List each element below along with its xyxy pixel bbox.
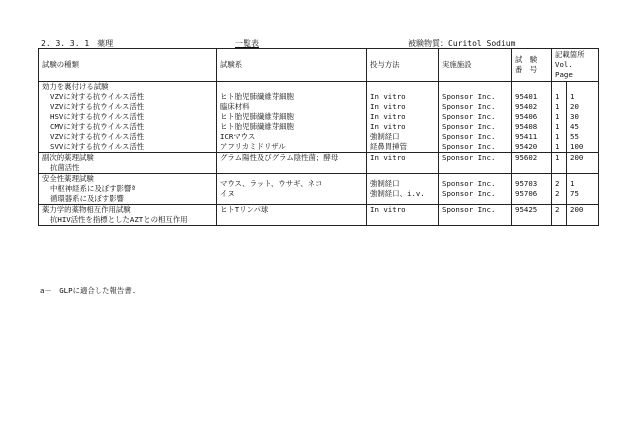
row-vol: 2 [555, 189, 560, 198]
row-vol: 1 [552, 153, 567, 174]
footnote: a－ GLPに適合した報告書. [40, 286, 137, 295]
cell-vol [552, 82, 567, 153]
col-facility: 実施施設 [439, 49, 512, 82]
table-title: 一覧表 [235, 39, 259, 48]
group-title: 副次的薬理試験 [42, 153, 94, 162]
header-row [39, 49, 599, 82]
row-system: ヒトTリンパ球 [217, 205, 367, 226]
row-method: 経鼻胃挿管 [370, 142, 407, 151]
row-facility: Sponsor Inc. [442, 142, 496, 151]
cell-vol [552, 174, 567, 205]
row-type: 抗菌活性 [50, 163, 80, 172]
row-facility: Sponsor Inc. [439, 205, 512, 226]
row-type: 中枢神経系に及ぼす影響ª [50, 184, 136, 193]
cell-method [367, 174, 439, 205]
row-method: In vitro [370, 92, 406, 101]
row-study-no: 95401 [515, 92, 538, 101]
col-type: 試験の種類 [39, 49, 217, 82]
summary-table [38, 48, 599, 226]
cell-type [39, 153, 217, 174]
row-type: HSVに対する抗ウイルス活性 [50, 112, 145, 121]
cell-facility [439, 174, 512, 205]
row-type: 循環器系に及ぼす影響 [50, 194, 124, 203]
row-facility: Sponsor Inc. [442, 132, 496, 141]
row-study-no: 95408 [515, 122, 538, 131]
row-system: ヒト胎児肺繊維芽細胞 [220, 112, 294, 121]
row-method: 強制経口、i.v. [370, 189, 425, 198]
cell-system [217, 82, 367, 153]
row-vol: 1 [555, 122, 560, 131]
row-study-no: 95425 [512, 205, 552, 226]
row-facility: Sponsor Inc. [442, 112, 496, 121]
row-type: VZVに対する抗ウイルス活性 [50, 92, 145, 101]
cell-study-no [512, 82, 552, 153]
row-method: 強制経口 [370, 132, 400, 141]
row-page: 1 [570, 92, 575, 101]
cell-facility [439, 82, 512, 153]
row-page: 75 [570, 189, 579, 198]
row-type: CMVに対する抗ウイルス活性 [50, 122, 145, 131]
row-method: In vitro [370, 122, 406, 131]
row-facility: Sponsor Inc. [442, 189, 496, 198]
row-vol: 2 [552, 205, 567, 226]
col-study-no-label: 試 験 番 号 [515, 55, 538, 74]
row-facility: Sponsor Inc. [442, 179, 496, 188]
group-row-efficacy [39, 82, 599, 153]
col-vol-label: Vol. [555, 60, 573, 69]
cell-page [567, 82, 599, 153]
row-vol: 1 [555, 102, 560, 111]
row-study-no: 95706 [515, 189, 538, 198]
row-system: ヒト胎児肺繊維芽細胞 [220, 122, 294, 131]
row-study-no: 95420 [515, 142, 538, 151]
test-substance: 被験物質：Curitol Sodium [408, 39, 516, 48]
row-method: In vitro [367, 153, 439, 174]
row-page: 100 [570, 142, 584, 151]
cell-study-no [512, 174, 552, 205]
row-page: 200 [567, 153, 599, 174]
row-method: In vitro [367, 205, 439, 226]
row-page: 55 [570, 132, 579, 141]
row-study-no: 95402 [515, 102, 538, 111]
row-vol: 1 [555, 132, 560, 141]
row-facility: Sponsor Inc. [442, 122, 496, 131]
cell-type [39, 205, 217, 226]
row-facility: Sponsor Inc. [442, 102, 496, 111]
group-row-interaction [39, 205, 599, 226]
row-vol: 2 [555, 179, 560, 188]
row-vol: 1 [555, 142, 560, 151]
cell-type [39, 82, 217, 153]
section-heading: 2. 3. 3. 1 薬理 [41, 39, 114, 48]
row-system: グラム陽性及びグラム陰性菌；酵母 [217, 153, 367, 174]
row-page: 200 [567, 205, 599, 226]
row-facility: Sponsor Inc. [442, 92, 496, 101]
group-title: 効力を裏付ける試験 [42, 82, 109, 91]
row-page: 45 [570, 122, 579, 131]
cell-method [367, 82, 439, 153]
row-study-no: 95602 [512, 153, 552, 174]
row-page: 20 [570, 102, 579, 111]
row-study-no: 95411 [515, 132, 538, 141]
group-title: 薬力学的薬物相互作用試験 [42, 205, 131, 214]
col-page-label: Page [555, 70, 573, 79]
row-page: 1 [570, 179, 575, 188]
col-method: 投与方法 [367, 49, 439, 82]
col-location [552, 49, 599, 82]
row-method: In vitro [370, 102, 406, 111]
cell-type [39, 174, 217, 205]
row-study-no: 95703 [515, 179, 538, 188]
row-method: 強制経口 [370, 179, 400, 188]
col-location-label: 記載箇所 [555, 50, 585, 59]
row-type: VZVに対する抗ウイルス活性 [50, 102, 145, 111]
col-study-no [512, 49, 552, 82]
row-system: アフリカミドリザル [220, 142, 286, 151]
group-title: 安全性薬理試験 [42, 174, 94, 183]
row-type: 抗HIV活性を指標としたAZTとの相互作用 [50, 215, 188, 224]
row-study-no: 95406 [515, 112, 538, 121]
group-row-secondary [39, 153, 599, 174]
row-page: 30 [570, 112, 579, 121]
row-type: VZVに対する抗ウイルス活性 [50, 132, 145, 141]
cell-system [217, 174, 367, 205]
row-system: 臨床材料 [220, 102, 250, 111]
row-system: マウス、ラット、ウサギ、ネコ [220, 179, 323, 188]
row-vol: 1 [555, 92, 560, 101]
row-system: ICRマウス [220, 132, 256, 141]
row-system: イヌ [220, 189, 235, 198]
row-system: ヒト胎児肺繊維芽細胞 [220, 92, 294, 101]
row-facility: Sponsor Inc. [439, 153, 512, 174]
row-vol: 1 [555, 112, 560, 121]
cell-page [567, 174, 599, 205]
row-method: In vitro [370, 112, 406, 121]
col-system: 試験系 [217, 49, 367, 82]
group-row-safety [39, 174, 599, 205]
row-type: SVVに対する抗ウイルス活性 [50, 142, 145, 151]
